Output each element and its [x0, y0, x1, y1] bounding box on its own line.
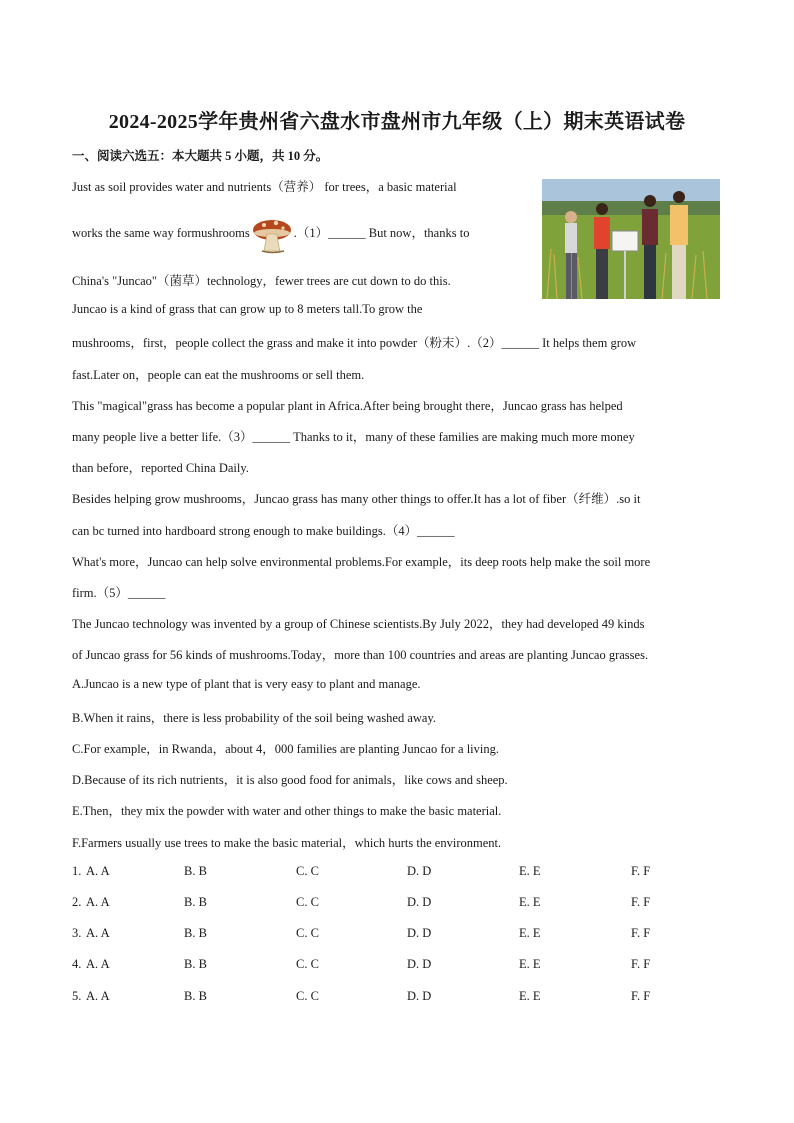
question-number: 2. [72, 895, 82, 909]
question-number: 5. [72, 989, 82, 1003]
passage-line: The Juncao technology was invented by a group of Chinese scientists.By July 2022，they had developed 49 kinds [72, 617, 645, 631]
answer-option[interactable]: F. F [631, 926, 651, 940]
passage-line: mushrooms，first，people collect the grass and make it into powder（粉末）.（2）______ It helps them grow [72, 336, 637, 350]
answer-option[interactable]: E. E [519, 895, 541, 909]
passage-text: works the same way formushrooms [72, 226, 250, 240]
answer-option[interactable]: C. C [296, 895, 319, 909]
choice-c: C.For example，in Rwanda，about 4，000 families are planting Juncao for a living. [72, 742, 499, 756]
answer-option[interactable]: C. C [296, 957, 319, 971]
answer-option[interactable]: A. A [86, 989, 110, 1003]
passage-line: This "magical"grass has become a popular plant in Africa.After being brought there，Juncao grass has helped [72, 399, 623, 413]
answer-option[interactable]: D. D [407, 989, 432, 1003]
question-number: 1. [72, 864, 82, 878]
answer-option[interactable]: F. F [631, 864, 651, 878]
answer-option[interactable]: A. A [86, 895, 110, 909]
choice-b: B.When it rains，there is less probability of the soil being washed away. [72, 711, 437, 725]
passage-line: than before，reported China Daily. [72, 461, 249, 475]
answer-option[interactable]: E. E [519, 957, 541, 971]
answer-option[interactable]: D. D [407, 895, 432, 909]
question-number: 3. [72, 926, 82, 940]
passage-line: Besides helping grow mushrooms，Juncao grass has many other things to offer.It has a lot of fiber（纤维）.so it [72, 492, 641, 506]
answer-option[interactable]: B. B [184, 895, 207, 909]
answer-option[interactable]: F. F [631, 895, 651, 909]
passage-line: Juncao is a kind of grass that can grow up to 8 meters tall.To grow the [72, 302, 423, 316]
passage-line: China's "Juncao"（菌草）technology，fewer trees are cut down to do this. [72, 274, 451, 288]
answer-option[interactable]: C. C [296, 989, 319, 1003]
passage-line: many people live a better life.（3）______ Thanks to it，many of these families are making much more money [72, 430, 635, 444]
choice-f: F.Farmers usually use trees to make the basic material，which hurts the environment. [72, 836, 502, 850]
passage-line: What's more，Juncao can help solve environmental problems.For example，its deep roots help make the soil more [72, 555, 651, 569]
passage-line: Just as soil provides water and nutrients（营养） for trees，a basic material [72, 180, 457, 194]
answer-option[interactable]: D. D [407, 926, 432, 940]
answer-option[interactable]: E. E [519, 864, 541, 878]
answer-option[interactable]: B. B [184, 926, 207, 940]
answer-option[interactable]: B. B [184, 957, 207, 971]
choice-e: E.Then，they mix the powder with water and other things to make the basic material. [72, 804, 502, 818]
passage-line: can bc turned into hardboard strong enough to make buildings.（4）______ [72, 524, 455, 538]
answer-option[interactable]: A. A [86, 864, 110, 878]
answer-option[interactable]: A. A [86, 957, 110, 971]
passage-line: of Juncao grass for 56 kinds of mushrooms.Today，more than 100 countries and areas are planting Juncao grasses. [72, 648, 649, 662]
section-heading: 一、阅读六选五：本大题共 5 小题，共 10 分。 [72, 149, 329, 163]
answer-option[interactable]: B. B [184, 864, 207, 878]
answer-option[interactable]: C. C [296, 864, 319, 878]
juncao-field-photo [542, 179, 720, 299]
choice-a: A.Juncao is a new type of plant that is very easy to plant and manage. [72, 677, 421, 691]
passage-text: .（1）______ But now，thanks to [293, 226, 470, 240]
mushroom-icon [250, 214, 294, 254]
passage-line: firm.（5）______ [72, 586, 166, 600]
answer-option[interactable]: C. C [296, 926, 319, 940]
answer-option[interactable]: F. F [631, 957, 651, 971]
answer-option[interactable]: D. D [407, 864, 432, 878]
answer-option[interactable]: E. E [519, 989, 541, 1003]
page-title: 2024-2025学年贵州省六盘水市盘州市九年级（上）期末英语试卷 [108, 111, 686, 133]
passage-line: fast.Later on，people can eat the mushrooms or sell them. [72, 368, 365, 382]
answer-option[interactable]: A. A [86, 926, 110, 940]
passage-line [72, 213, 469, 253]
answer-option[interactable]: B. B [184, 989, 207, 1003]
question-number: 4. [72, 957, 82, 971]
choice-d: D.Because of its rich nutrients，it is also good food for animals，like cows and sheep. [72, 773, 508, 787]
answer-option[interactable]: F. F [631, 989, 651, 1003]
answer-option[interactable]: E. E [519, 926, 541, 940]
answer-option[interactable]: D. D [407, 957, 432, 971]
